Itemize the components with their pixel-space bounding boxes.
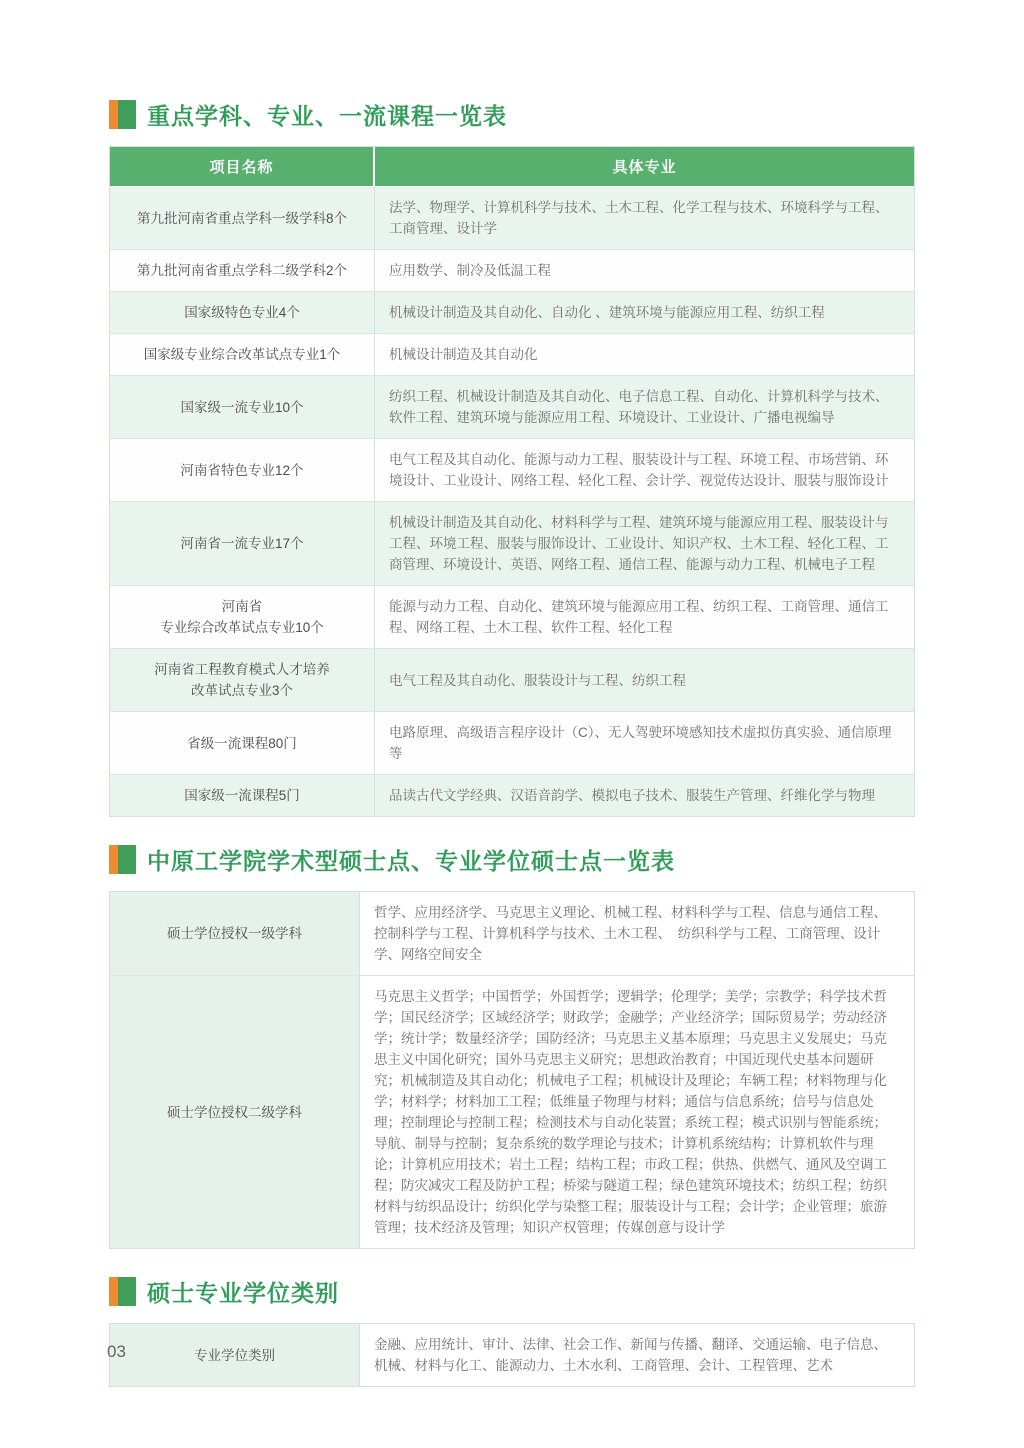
table-row: [110, 975, 914, 1248]
row-label: 第九批河南省重点学科二级学科2个: [110, 249, 375, 291]
table-row: [110, 774, 914, 816]
row-label: 硕士学位授权一级学科: [110, 892, 360, 975]
row-content: 应用数学、制冷及低温工程: [375, 249, 914, 291]
row-content: 机械设计制造及其自动化: [375, 333, 914, 375]
row-content: 电气工程及其自动化、服装设计与工程、纺织工程: [375, 648, 914, 711]
table-row: [110, 333, 914, 375]
section1-title: 重点学科、专业、一流课程一览表: [147, 103, 507, 129]
professional-degree-table: [109, 1323, 915, 1387]
page-content: [109, 0, 915, 1387]
row-label: 专业学位类别: [110, 1324, 360, 1386]
row-label: 河南省 专业综合改革试点专业10个: [110, 585, 375, 648]
column-header-project-name: 项目名称: [110, 147, 375, 186]
section-bullet-icon: [109, 845, 136, 874]
row-content: 机械设计制造及其自动化、材料科学与工程、建筑环境与能源应用工程、服装设计与工程、环境工程、服装与服饰设计、工业设计、知识产权、土木工程、轻化工程、工商管理、环境设计、英语、网络工程、通信工程、能源与动力工程、机械电子工程: [375, 501, 914, 585]
row-label: 第九批河南省重点学科一级学科8个: [110, 186, 375, 249]
row-content: 纺织工程、机械设计制造及其自动化、电子信息工程、自动化、计算机科学与技术、软件工程、建筑环境与能源应用工程、环境设计、工业设计、广播电视编导: [375, 375, 914, 438]
row-content: 哲学、应用经济学、马克思主义理论、机械工程、材料科学与工程、信息与通信工程、控制科学与工程、计算机科学与技术、土木工程、 纺织科学与工程、工商管理、设计学、网络空间安全: [360, 892, 914, 975]
row-content: 电气工程及其自动化、能源与动力工程、服装设计与工程、环境工程、市场营销、环境设计、工业设计、网络工程、轻化工程、会计学、视觉传达设计、服装与服饰设计: [375, 438, 914, 501]
section2-header: [109, 843, 915, 876]
row-label: 河南省一流专业17个: [110, 501, 375, 585]
row-label: 国家级一流专业10个: [110, 375, 375, 438]
section2-title: 中原工学院学术型硕士点、专业学位硕士点一览表: [147, 848, 675, 874]
row-content: 马克思主义哲学；中国哲学；外国哲学；逻辑学；伦理学；美学；宗教学；科学技术哲学；国民经济学；区域经济学；财政学；金融学；产业经济学；国际贸易学；劳动经济学；统计学；数量经济学；国防经济；马克思主义基本原理；马克思主义发展史；马克思主义中国化研究；国外马克思主义研究；思想政治教育；中国近现代史基本问题研究；机械制造及其自动化；机械电子工程；机械设计及理论；车辆工程；材料物理与化学；材料学；材料加工工程；低维量子物理与材料；通信与信息系统；信号与信息处理；控制理论与控制工程；检测技术与自动化装置；系统工程；模式识别与智能系统；导航、制导与控制；复杂系统的数学理论与技术；计算机系统结构；计算机软件与理论；计算机应用技术；岩土工程；结构工程；市政工程；供热、供燃气、通风及空调工程；防灾减灾工程及防护工程；桥梁与隧道工程；绿色建筑环境技术；纺织工程；纺织材料与纺织品设计；纺织化学与染整工程；服装设计与工程；会计学；企业管理；旅游管理；技术经济及管理；知识产权管理；传媒创意与设计学: [360, 975, 914, 1248]
row-label: 国家级专业综合改革试点专业1个: [110, 333, 375, 375]
row-label: 硕士学位授权二级学科: [110, 975, 360, 1248]
row-label: 河南省工程教育模式人才培养 改革试点专业3个: [110, 648, 375, 711]
table-header-row: [110, 147, 914, 186]
row-content: 金融、应用统计、审计、法律、社会工作、新闻与传播、翻译、交通运输、电子信息、机械、材料与化工、能源动力、土木水利、工商管理、会计、工程管理、艺术: [360, 1324, 914, 1386]
page-number: 03: [107, 1342, 126, 1361]
row-label: 河南省特色专业12个: [110, 438, 375, 501]
table-row: [110, 501, 914, 585]
table-row: [110, 892, 914, 975]
table-row: [110, 249, 914, 291]
row-content: 机械设计制造及其自动化、自动化 、建筑环境与能源应用工程、纺织工程: [375, 291, 914, 333]
section3-header: [109, 1275, 915, 1308]
row-label: 国家级一流课程5门: [110, 774, 375, 816]
table-row: [110, 648, 914, 711]
table-row: [110, 585, 914, 648]
row-content: 品读古代文学经典、汉语音韵学、模拟电子技术、服装生产管理、纤维化学与物理: [375, 774, 914, 816]
table-row: [110, 711, 914, 774]
table-row: [110, 291, 914, 333]
table-row: [110, 1324, 914, 1386]
row-content: 电路原理、高级语言程序设计（C）、无人驾驶环境感知技术虚拟仿真实验、通信原理等: [375, 711, 914, 774]
row-content: 能源与动力工程、自动化、建筑环境与能源应用工程、纺织工程、工商管理、通信工程、网络工程、土木工程、软件工程、轻化工程: [375, 585, 914, 648]
table-row: [110, 375, 914, 438]
section-bullet-icon: [109, 1277, 136, 1306]
section3-title: 硕士专业学位类别: [147, 1280, 339, 1306]
section1-header: [109, 98, 915, 131]
table-row: [110, 438, 914, 501]
row-content: 法学、物理学、计算机科学与技术、土木工程、化学工程与技术、环境科学与工程、工商管理、设计学: [375, 186, 914, 249]
row-label: 国家级特色专业4个: [110, 291, 375, 333]
column-header-specific-majors: 具体专业: [375, 147, 914, 186]
section-bullet-icon: [109, 100, 136, 129]
row-label: 省级一流课程80门: [110, 711, 375, 774]
table-row: [110, 186, 914, 249]
masters-programs-table: [109, 891, 915, 1249]
key-disciplines-table: [109, 146, 915, 817]
